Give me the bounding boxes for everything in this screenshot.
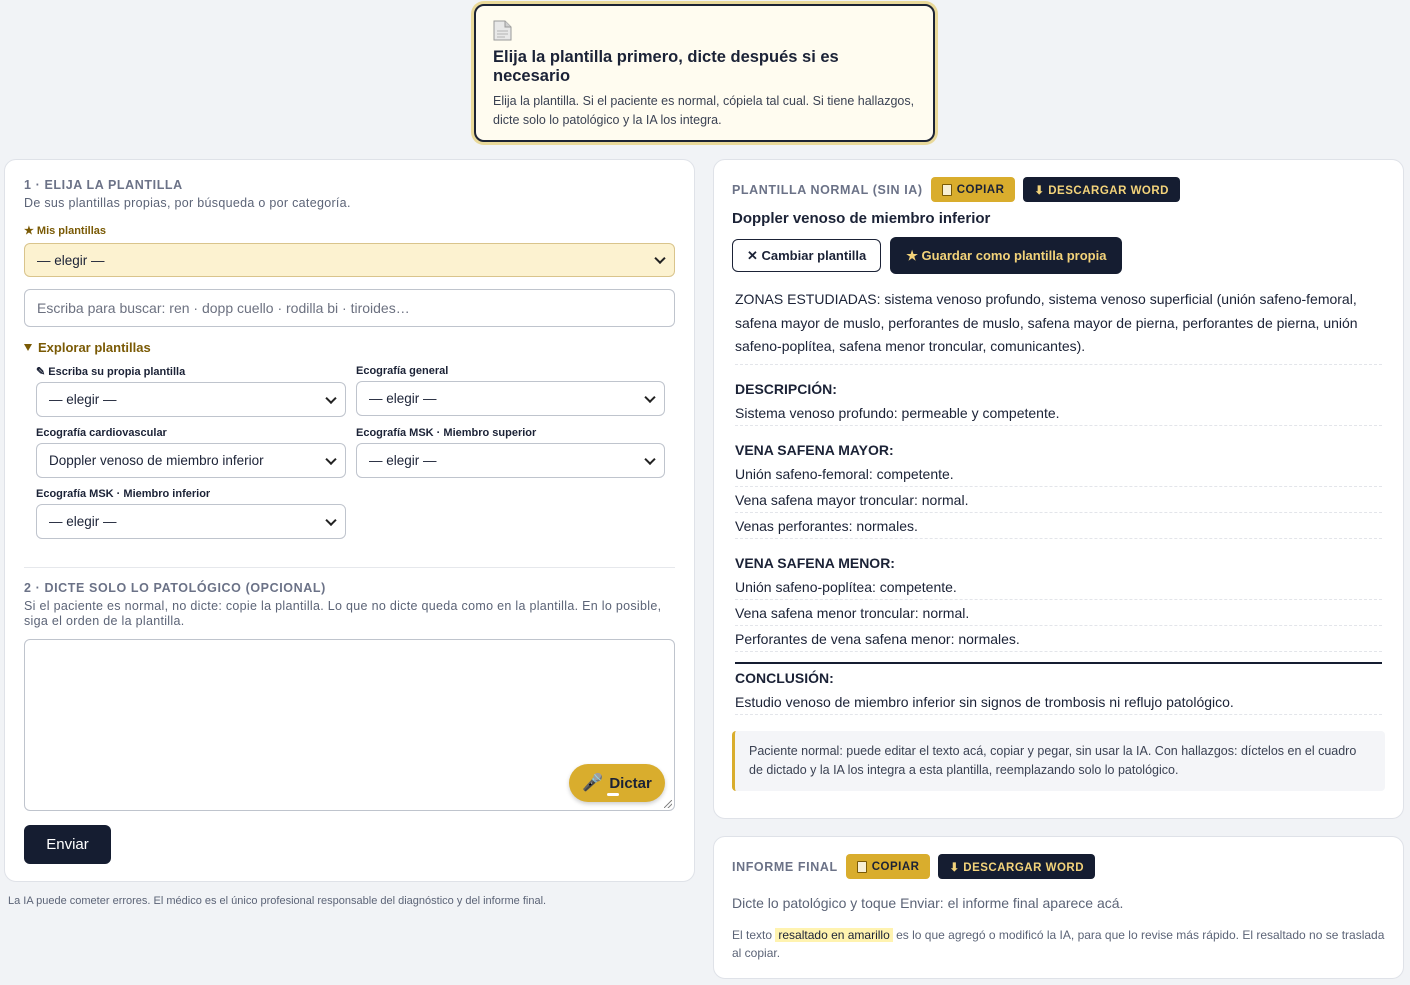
tip-banner [474, 4, 935, 142]
document-icon [493, 20, 512, 41]
own-template-select[interactable] [36, 382, 346, 417]
normal-template-card [713, 159, 1404, 819]
step2-subtitle: Si el paciente es normal, no dicte: copie la plantilla. Lo que no dicte queda como en la plantilla. En lo posible, siga el orden de la plantilla. [24, 599, 662, 628]
dictate-label: Dictar [609, 774, 652, 792]
template-actions [732, 239, 1385, 274]
copy-label: COPIAR [871, 860, 920, 873]
field-label: Ecografía MSK · Miembro inferior [36, 488, 211, 500]
report-line: Perforantes de vena safena menor: normales. [735, 626, 1382, 652]
clipboard-icon [942, 184, 952, 196]
chevron-down-icon [644, 453, 655, 464]
report-line: Unión safeno-femoral: competente. [735, 461, 1382, 487]
template-name: Doppler venoso de miembro inferior [732, 210, 991, 227]
copy-template-button[interactable] [931, 177, 1016, 202]
report-line: Vena safena mayor troncular: normal. [735, 487, 1382, 513]
msk-lower-select[interactable] [36, 504, 346, 539]
cardiovascular-select[interactable] [36, 443, 346, 478]
select-value: — elegir — [369, 453, 437, 468]
template-selection-card [4, 159, 695, 882]
save-own-template-button[interactable]: ★ Guardar como plantilla propia [890, 237, 1122, 274]
report-intro: ZONAS ESTUDIADAS: sistema venoso profundo, sistema venoso superficial (unión safeno-femoral, safena mayor de muslo, perforantes de muslo, safena mayor de pierna, perforantes de pierna, unión safeno-poplítea, safena menor troncular, comunicantes). [735, 288, 1382, 365]
report-heading: CONCLUSIÓN: [735, 669, 834, 686]
step1-subtitle: De sus plantillas propias, por búsqueda o por categoría. [24, 196, 351, 210]
template-note: Paciente normal: puede editar el texto acá, copiar y pegar, sin usar la IA. Con hallazgos: díctelos en el cuadro de dictado y la IA los integra a esta plantilla, reemplazando solo lo patológico. [732, 731, 1385, 791]
dictation-textarea[interactable] [24, 639, 675, 811]
copy-final-button[interactable] [846, 854, 931, 879]
explore-label: Explorar plantillas [38, 340, 151, 355]
conclusion-block [735, 662, 1382, 715]
tip-body: Elija la plantilla. Si el paciente es normal, cópiela tal cual. Si tiene hallazgos, dicte solo lo patológico y la IA los integra. [493, 94, 915, 127]
clipboard-icon [857, 861, 867, 873]
select-value: — elegir — [49, 392, 117, 407]
report-line: Venas perforantes: normales. [735, 513, 1382, 539]
triangle-down-icon [24, 344, 32, 351]
chevron-down-icon [644, 391, 655, 402]
final-hint: Dicte lo patológico y toque Enviar: el informe final aparece acá. [732, 895, 1124, 911]
chevron-down-icon [325, 453, 336, 464]
field-msk-lower [36, 488, 346, 539]
template-search-input[interactable] [24, 289, 675, 327]
general-select[interactable] [356, 381, 665, 416]
explore-templates-toggle[interactable] [24, 340, 675, 355]
report-heading: VENA SAFENA MENOR: [735, 554, 895, 571]
field-label: Ecografía general [356, 365, 449, 377]
report-line: Estudio venoso de miembro inferior sin signos de trombosis ni reflujo patológico. [735, 689, 1382, 715]
my-templates-select[interactable] [24, 243, 675, 277]
tip-title: Elija la plantilla primero, dicte después si es necesario [493, 48, 839, 85]
disclaimer: La IA puede cometer errores. El médico es el único profesional responsable del diagnóstico y del informe final. [8, 895, 547, 907]
highlight-note [732, 926, 1385, 962]
field-msk-upper [356, 427, 665, 478]
msk-upper-select[interactable] [356, 443, 665, 478]
template-header [732, 177, 1385, 202]
note-text: es lo que agregó o modificó la IA, para que lo revise más rápido. El resaltado no se traslada al copiar. [732, 928, 1385, 960]
field-label: Ecografía cardiovascular [36, 427, 167, 439]
field-cardiovascular [36, 427, 346, 478]
final-report-card [713, 836, 1404, 979]
report-heading: VENA SAFENA MAYOR: [735, 441, 894, 458]
template-panel-title: PLANTILLA NORMAL (SIN IA) [732, 182, 923, 197]
dictate-button[interactable] [569, 764, 665, 802]
field-own-template [36, 365, 346, 417]
category-grid [36, 365, 663, 539]
my-templates-value: — elegir — [37, 252, 105, 268]
step2-section [24, 567, 675, 864]
recording-level-bar [607, 793, 619, 796]
download-word-button[interactable]: ⬇ DESCARGAR WORD [1023, 177, 1180, 202]
report-line: Vena safena menor troncular: normal. [735, 600, 1382, 626]
microphone-icon: 🎤 [582, 773, 604, 792]
note-text: El texto [732, 928, 773, 942]
step1-title: 1 · ELIJA LA PLANTILLA [24, 178, 183, 192]
report-line: Unión safeno-poplítea: competente. [735, 574, 1382, 600]
field-general [356, 365, 665, 417]
copy-label: COPIAR [956, 183, 1005, 196]
chevron-down-icon [654, 253, 665, 264]
highlight-sample: resaltado en amarillo [775, 928, 892, 942]
my-templates-label: ★ Mis plantillas [24, 225, 106, 237]
field-label: Ecografía MSK · Miembro superior [356, 427, 537, 439]
select-value: Doppler venoso de miembro inferior [49, 453, 264, 468]
chevron-down-icon [325, 514, 336, 525]
download-final-word-button[interactable]: ⬇ DESCARGAR WORD [938, 854, 1095, 879]
chevron-down-icon [325, 392, 336, 403]
search-placeholder: Escriba para buscar: ren · dopp cuello · rodilla bi · tiroides… [37, 300, 410, 316]
final-header [732, 854, 1385, 879]
send-button[interactable]: Enviar [24, 825, 111, 864]
field-label: ✎ Escriba su propia plantilla [36, 366, 186, 378]
resize-handle-icon[interactable] [664, 800, 672, 808]
step2-title: 2 · DICTE SOLO LO PATOLÓGICO (OPCIONAL) [24, 581, 326, 595]
final-panel-title: INFORME FINAL [732, 859, 838, 874]
change-template-button[interactable]: ✕ Cambiar plantilla [732, 239, 881, 272]
report-line: Sistema venoso profundo: permeable y competente. [735, 400, 1382, 426]
template-report-text[interactable] [732, 288, 1385, 715]
report-heading: DESCRIPCIÓN: [735, 380, 837, 397]
select-value: — elegir — [369, 391, 437, 406]
select-value: — elegir — [49, 514, 117, 529]
